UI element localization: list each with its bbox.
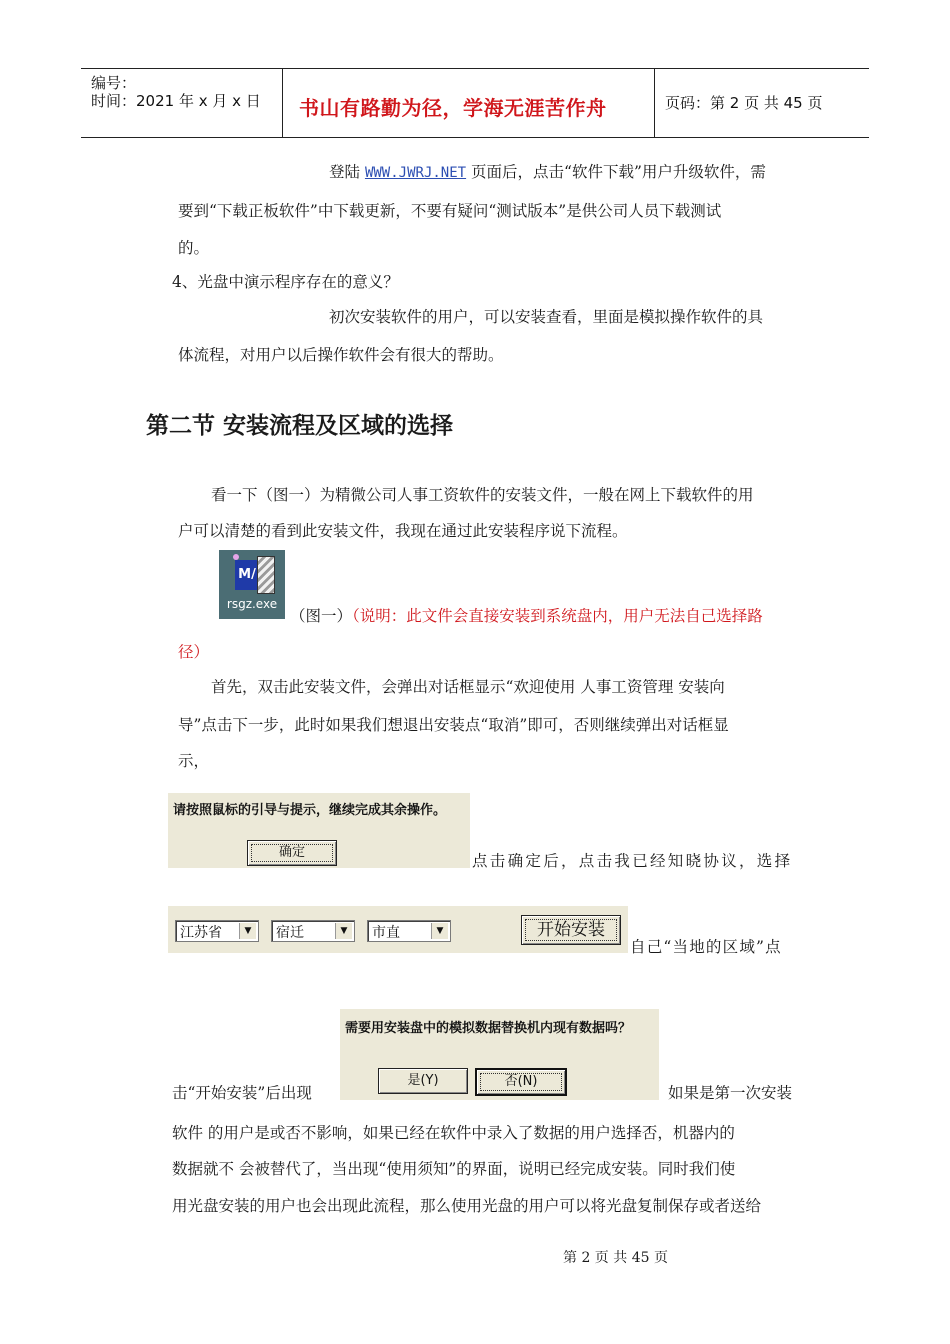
paragraph-4-line-1: 软件 的用户是或否不影响，如果已经在软件中录入了数据的用户选择否，机器内的 bbox=[172, 1124, 735, 1142]
after-ok-text-span: 点击确定后，点击我已经知晓协议，选择 bbox=[472, 852, 793, 870]
no-button[interactable] bbox=[475, 1068, 567, 1096]
paragraph-3-line-3: 示， bbox=[178, 752, 210, 770]
province-select[interactable] bbox=[175, 920, 259, 942]
after-start-text: 击“开始安装”后出现 bbox=[172, 1084, 312, 1102]
prompt-dialog-message: 请按照鼠标的引导与提示，继续完成其余操作。 bbox=[173, 803, 447, 818]
header-meta-cell bbox=[81, 69, 283, 137]
paragraph-1-line-3: 的。 bbox=[178, 239, 210, 257]
district-select[interactable] bbox=[367, 920, 451, 942]
paragraph-2-line-2: 户可以清楚的看到此安装文件，我现在通过此安装程序说下流程。 bbox=[178, 522, 628, 540]
text-span: 登陆 bbox=[329, 163, 365, 181]
header-page-number: 页码：第 2 页 共 45 页 bbox=[665, 94, 823, 112]
paragraph-3-line-1: 首先，双击此安装文件，会弹出对话框显示“欢迎使用 人事工资管理 安装向 bbox=[211, 678, 725, 696]
figure-1-note-line-2: 径） bbox=[178, 643, 210, 661]
district-value: 市直 bbox=[372, 925, 400, 941]
website-link[interactable]: WWW.JWRJ.NET bbox=[364, 165, 467, 181]
dropdown-arrow-icon: ▼ bbox=[239, 923, 256, 939]
focus-ring bbox=[480, 1073, 562, 1091]
figure-1-note: （说明：此文件会直接安装到系统盘内，用户无法自己选择路 bbox=[352, 607, 763, 625]
answer-4-line-2: 体流程，对用户以后操作软件会有很大的帮助。 bbox=[178, 346, 504, 364]
province-value: 江苏省 bbox=[180, 925, 222, 941]
dropdown-arrow-icon: ▼ bbox=[431, 923, 448, 939]
installer-badge: M/ bbox=[235, 560, 259, 590]
focus-ring bbox=[251, 844, 333, 862]
region-selector-screenshot bbox=[168, 906, 628, 953]
paragraph-3-line-2: 导”点击下一步，此时如果我们想退出安装点“取消”即可，否则继续弹出对话框显 bbox=[178, 716, 729, 734]
installer-filename: rsgz.exe bbox=[226, 597, 278, 611]
answer-4-line-1: 初次安装软件的用户，可以安装查看，里面是模拟操作软件的具 bbox=[329, 308, 764, 326]
question-4: 4、光盘中演示程序存在的意义？ bbox=[172, 273, 399, 291]
no-button-label: 否(N) bbox=[504, 1074, 538, 1089]
ok-button[interactable] bbox=[247, 840, 337, 866]
header-date: 时间：2021 年 x 月 x 日 bbox=[91, 92, 261, 110]
page-footer: 第 2 页 共 45 页 bbox=[563, 1250, 668, 1266]
paragraph-1-line-2: 要到“下载正板软件”中下载更新，不要有疑问“测试版本”是供公司人员下载测试 bbox=[178, 202, 722, 220]
focus-ring bbox=[525, 919, 617, 941]
header-motto-cell bbox=[283, 69, 655, 137]
figure-1-label: （图一） bbox=[290, 607, 353, 625]
header-motto: 书山有路勤为径，学海无涯苦作舟 bbox=[299, 96, 607, 120]
dropdown-arrow-icon: ▼ bbox=[335, 923, 352, 939]
ok-button-label: 确定 bbox=[278, 845, 305, 860]
installer-graphic bbox=[233, 554, 275, 594]
paragraph-4-line-3: 用光盘安装的用户也会出现此流程，那么使用光盘的用户可以将光盘复制保存或者送给 bbox=[172, 1197, 762, 1215]
first-install-text: 如果是第一次安装 bbox=[668, 1084, 793, 1102]
city-value: 宿迁 bbox=[276, 925, 304, 941]
prompt-dialog-screenshot bbox=[168, 793, 470, 868]
start-install-label: 开始安装 bbox=[537, 920, 605, 940]
yes-button-label: 是(Y) bbox=[407, 1073, 439, 1088]
after-ok-text bbox=[472, 851, 806, 871]
installer-box-graphic bbox=[257, 556, 275, 594]
replace-dialog-message: 需要用安装盘中的模拟数据替换机内现有数据吗？ bbox=[345, 1021, 632, 1036]
figure-1-caption bbox=[290, 606, 763, 626]
paragraph-2-line-1: 看一下（图一）为精微公司人事工资软件的安装文件，一般在网上下载软件的用 bbox=[211, 486, 754, 504]
after-region-text-span: 自己“当地的区域”点 bbox=[630, 938, 782, 956]
header-page-cell bbox=[655, 69, 869, 137]
city-select[interactable] bbox=[271, 920, 355, 942]
after-region-text bbox=[630, 937, 806, 957]
header-number: 编号： bbox=[91, 74, 137, 92]
start-install-button[interactable] bbox=[521, 915, 621, 945]
replace-data-dialog-screenshot bbox=[340, 1009, 659, 1100]
yes-button[interactable] bbox=[378, 1068, 468, 1094]
paragraph-1-line-1 bbox=[329, 162, 766, 183]
text-span: 页面后，点击“软件下载”用户升级软件，需 bbox=[466, 163, 766, 181]
paragraph-4-line-2: 数据就不 会被替代了，当出现“使用须知”的界面，说明已经完成安装。同时我们使 bbox=[172, 1160, 736, 1178]
installer-file-icon[interactable] bbox=[219, 550, 285, 619]
section-title: 第二节 安装流程及区域的选择 bbox=[146, 413, 454, 439]
page-header bbox=[81, 68, 869, 138]
